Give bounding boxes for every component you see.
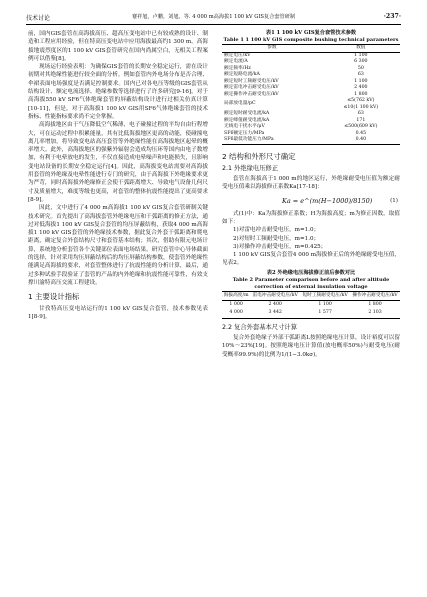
table-row: [222, 137, 400, 144]
table-cell: 2 103: [350, 309, 400, 318]
equation-number: (1): [390, 197, 398, 204]
paragraph: 1 100 kV GIS复合套管4 000 m海拔修正后的外绝缘耐受电压值，见表2。: [222, 252, 400, 267]
page-number: ·237·: [383, 13, 401, 20]
param-name-cell: 额定短时工频耐受电压/kV: [224, 78, 279, 84]
table-cell: 1 800: [368, 301, 382, 307]
correction-table: [222, 291, 400, 319]
table-header-cell: 海拔高度/m: [222, 291, 250, 300]
section-heading: 2 结构和外形尺寸确定: [222, 151, 296, 161]
paragraph: 前，国内GIS套管在高海拔高压、超高压变电站中已有较成熟的设计、制造和工程应用经验，但在特高压变电站中应用海拔最高约1 300 m。高海拔地震烈度区的1 100 kV GIS套管研究在国内尚属空白，无相关工程案例可以借鉴[8]。: [28, 31, 208, 62]
paragraph: 高海拔地区由于气压降低空气稀薄，电子碰撞过程的平均自由行程增大，可在运动过程中积累能量，其有比低海拔地区更高的动能，使碰撞电离几率增加，将导致变电站高压套管等外绝缘性能在高海拔地区起晕的概率增大。此外，高海拔地区的强紫外辐射会造成均压环等国内由电子数增加，有利于电晕放电的发生，不仅直接造成电晕噪声和电能损失，且影响变电站设备的长期安全稳定运行[4]。因此，高海拔变电站需要对高海拔用套管的外绝缘及电晕性能进行专门的研究，由于高海拔下外绝缘要求更为严苛，同时高海拔外绝缘修正会使干弧距离增大、导致电气设备几何尺寸及质量增大，难度等级也更高，对套管的整体抗震性能提出了更高要求[8-9]。: [28, 122, 208, 203]
list-item: 1)对雷电冲击耐受电压，m=1.0；: [233, 227, 320, 234]
table-cell: 3 442: [250, 309, 300, 318]
table-header-cell: 雷电冲击耐受电压/kV: [250, 291, 300, 300]
param-name-cell: 额定频率/Hz: [224, 65, 251, 71]
table-cell: 1 100: [318, 301, 332, 307]
table-cell: 4 000: [222, 309, 250, 318]
subsection-heading: 2.1 外绝缘电压修正: [222, 164, 279, 172]
param-name-cell: 无线电干扰水平/μV: [224, 124, 265, 129]
subsection-heading: 2.2 复合外套基本尺寸计算: [222, 323, 297, 331]
table-caption-en: Table 2 Parameter comparison before and after altitude correction of external insulation voltage: [232, 276, 390, 290]
table-header-cell: 操作冲击耐受电压/kV: [350, 291, 400, 300]
param-name-cell: 额定雷电冲击耐受电压/kV: [224, 85, 279, 90]
list-item: 3)对操作冲击耐受电压，m=0.425；: [233, 243, 327, 250]
param-value-cell: 6 300: [354, 59, 368, 64]
param-name-cell: 额定短时耐受电流/kA: [224, 111, 270, 116]
param-name-cell: 额定短路电流/kA: [224, 72, 260, 77]
table-row: [222, 300, 400, 309]
paragraph: 复合外套绝缘子外部干弧距离L按照绝缘电压计算，设计裕度可以留10%～23%[19]。按照绝缘电压计算值(放电概率50%)与耐受电压(耐受概率99.9%)的比例为1/(1−3.0kσ)。: [222, 335, 400, 358]
param-value-cell: 63: [357, 111, 364, 116]
table-caption: 表2 外绝缘电压海拔修正前后参数对比: [266, 269, 356, 276]
table-row: [222, 98, 400, 111]
table-cell: 2 400: [268, 301, 282, 307]
param-name-cell: 局部放电量/pC: [224, 101, 256, 107]
left-column: [28, 30, 208, 321]
param-value-cell: 0.45: [355, 130, 367, 136]
paragraph: 套管在海拔高于1 000 m的地区运行，外绝缘耐受电压值为额定耐受电压值乘以海拔修正系数Ka[17-18]：: [222, 176, 400, 191]
param-name-cell: 额定电流/A: [224, 59, 248, 64]
paragraph: 甘孜特高压变电站运行的1 100 kV GIS复合套管，技术参数见表1[8-9]。: [28, 305, 208, 320]
paragraph: 现场运行经验表明：为确保GIS套管的长期安全稳定运行，需在设计初期对其绝缘性能进行较全面的分析。例如套管内外电场分布是否合理、伞裙表面电场强度是否满足控制要求。国内已对各电压等级的GIS套管从结构设计、额定电流选择、绝缘参数等选择进行了许多研究[9-16]，对于高海拔550 kV SF6气体绝缘套管的屏蔽结构设计进行过相关仿真计算[10-11]，但是，对于高海拔1 100 kV GIS用SF6气体绝缘套管的技术指标、性能指标要求尚不完全掌握。: [28, 64, 208, 120]
table-row: [222, 52, 400, 59]
parameter-table: [222, 44, 400, 145]
param-value-cell: 1 800: [354, 91, 368, 97]
param-value-cell: 50: [357, 65, 364, 71]
table-header-cell: 数值: [322, 45, 400, 53]
param-name-cell: 额定操作冲击耐受电压/kV: [224, 91, 279, 97]
journal-section: 技术讨论: [26, 15, 51, 22]
table-caption-en: Table 1 1 100 kV GIS composite bushing technical parameters: [223, 37, 399, 43]
equation-body: Ka = e^(m(H−1000)/8150): [282, 196, 373, 205]
param-value-cell: ≤500(609 kV): [344, 124, 378, 129]
table-cell: 1 577: [300, 309, 350, 318]
table-caption: 表1 1 100 kV GIS复合套管技术参数: [265, 30, 357, 36]
table-header-cell: 短时工频耐受电压/kV: [300, 291, 350, 300]
paragraph: 因此，文中进行了4 000 m高海拔1 100 kV GIS复合套管研制关键技术研究。首先提出了高海拔套管外绝缘电压和干弧距离的修正方法，通过对低海拔1 100 kV GIS复合套管的均压屏蔽结构，获取4 000 m高海拔1 100 kV GIS套管的外绝缘技术参数，据此复合外套干弧距离和爬电距离，确定复合外套结构尺寸和套管基本结构；其次，借助有限元电场计算，系统地分析套管各个关键部位表面电场结果，研究套管中心导体截面的选择，针对采用均压屏蔽结构后的均压屏蔽结构参数，使套管外绝缘性能满足高海拔的要求，对套管整体进行了抗震性能的分析计算，最后，通过多种试验手段验证了套管的产品的内外绝缘和抗震性能可靠性，有效支撑川渝特高压交流工程建设。: [28, 205, 208, 286]
paragraph: 式(1)中：Ka为海拔修正系数；H为海拔高度；m为修正因数，取值如下：: [222, 210, 400, 225]
table-header-cell: 参数: [222, 45, 322, 53]
param-value-cell: 1 100: [354, 78, 368, 84]
table-row: [222, 309, 400, 318]
param-value-cell: 2 400: [354, 85, 368, 90]
param-value-cell: ≤5(762 kV) ≤10(1 100 kV): [343, 98, 379, 110]
param-value-cell: 0.40: [322, 137, 400, 144]
equation: [222, 194, 400, 208]
right-column: [222, 30, 400, 359]
header-rule: [26, 24, 401, 25]
param-name-cell: 额定电压/kV: [224, 52, 251, 58]
running-title: 蹇祥旭，卢鹏，刘旭，等. 4 000 m高海拔1 100 kV GIS复合套管研制: [131, 14, 296, 20]
param-value-cell: 63: [357, 72, 364, 77]
table-header-row: [222, 291, 400, 300]
section-heading: 1 主要设计指标: [28, 292, 80, 302]
list-item: 2)对短时工频耐受电压，m=1.0；: [233, 235, 320, 242]
param-name-cell: SF6最低功能压力/MPa: [222, 137, 322, 144]
param-value-cell: 1 100: [354, 52, 368, 58]
param-name-cell: SF6额定压力/MPa: [224, 130, 265, 136]
param-value-cell: 171: [356, 117, 366, 123]
table-cell: 1 000: [229, 301, 243, 307]
table-header-row: [222, 45, 400, 53]
param-name-cell: 额定峰值耐受电流/kA: [224, 117, 270, 123]
